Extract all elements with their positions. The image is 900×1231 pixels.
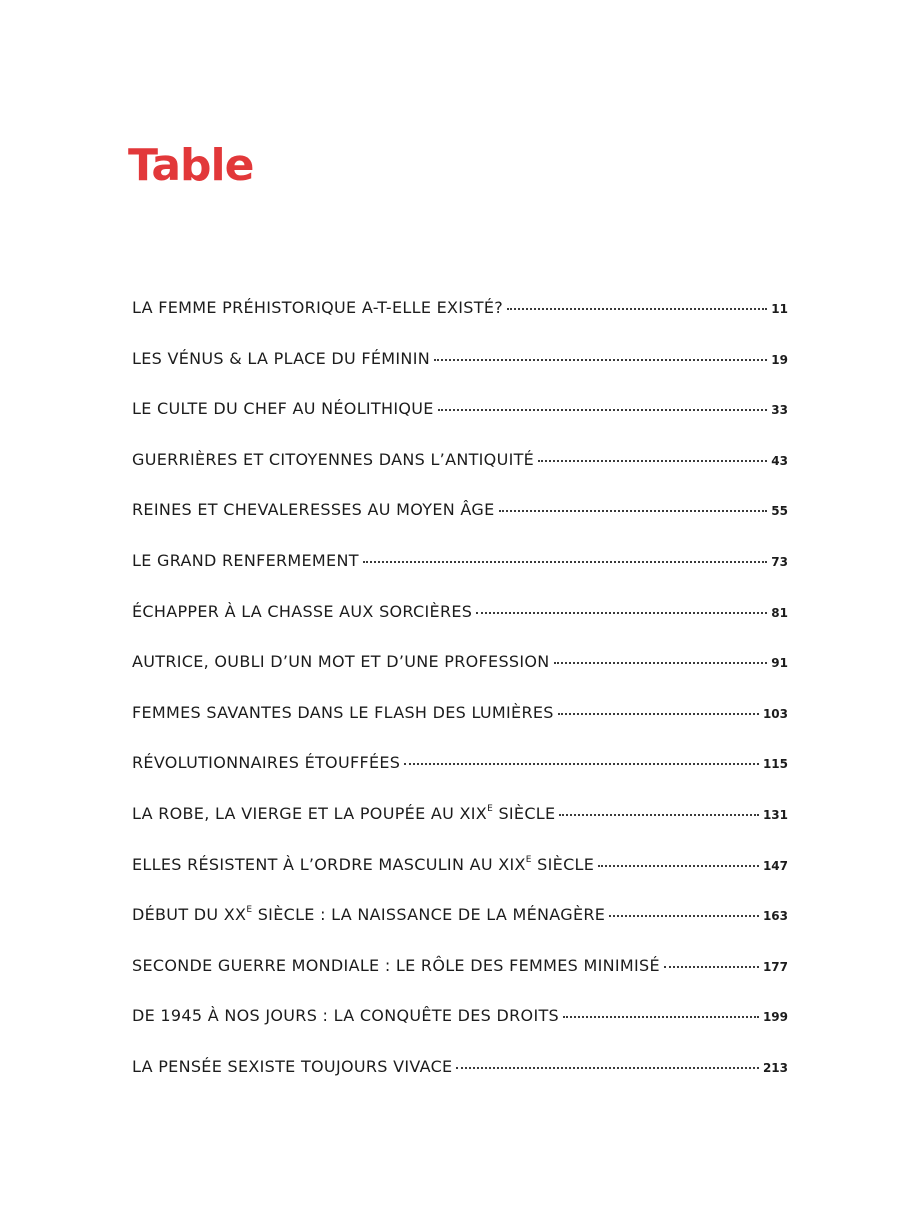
toc-entry-title-text: DÉBUT DU XX — [132, 905, 247, 925]
dot-leader — [598, 865, 759, 867]
toc-entry-title — [132, 907, 605, 923]
toc-entry-page: 199 — [762, 1010, 788, 1025]
toc-entry-title-text: SIÈCLE — [531, 854, 595, 874]
toc-entry[interactable] — [132, 601, 788, 655]
toc-entry[interactable] — [132, 449, 788, 503]
toc-entry-page: 147 — [762, 858, 788, 873]
toc-entry[interactable] — [132, 348, 788, 402]
dot-leader — [559, 814, 759, 816]
toc-entry-title: LA FEMME PRÉHISTORIQUE A-T-ELLE EXISTÉ? — [132, 298, 504, 317]
toc-entry-title: AUTRICE, OUBLI D’UN MOT ET D’UNE PROFESSION — [132, 652, 550, 672]
toc-entry[interactable] — [132, 955, 788, 1009]
toc-entry-title: GUERRIÈRES ET CITOYENNES DANS L’ANTIQUITÉ — [132, 449, 535, 469]
toc-entry[interactable] — [132, 854, 788, 908]
dot-leader — [404, 763, 759, 765]
toc-entry[interactable] — [132, 1056, 788, 1110]
toc-entry-page: 33 — [771, 403, 788, 418]
toc-entry-title: DE 1945 À NOS JOURS : LA CONQUÊTE DES DROITS — [132, 1006, 559, 1026]
toc-entry-title — [132, 854, 595, 874]
toc-entry-page: 177 — [762, 959, 788, 974]
toc-entry[interactable] — [132, 401, 788, 452]
toc-entry-page: 81 — [771, 605, 788, 620]
toc-entry[interactable] — [132, 907, 788, 958]
toc-entry-title: LE CULTE DU CHEF AU NÉOLITHIQUE — [132, 399, 434, 419]
toc-entry-page: 11 — [771, 302, 788, 316]
dot-leader — [363, 561, 768, 563]
toc-entry[interactable] — [132, 803, 788, 857]
toc-entry[interactable] — [132, 702, 788, 756]
toc-entry-page: 131 — [762, 807, 788, 822]
dot-leader — [609, 915, 759, 917]
toc-entry-title: RÉVOLUTIONNAIRES ÉTOUFFÉES — [132, 753, 401, 773]
superscript: E — [487, 803, 494, 814]
dot-leader — [507, 308, 767, 310]
toc-entry-page: 103 — [762, 706, 788, 721]
toc-entry-page: 55 — [771, 504, 788, 519]
superscript: E — [525, 854, 532, 865]
toc-entry-title — [132, 803, 556, 823]
dot-leader — [558, 713, 759, 715]
toc-entry-title: LES VÉNUS & LA PLACE DU FÉMININ — [132, 348, 430, 368]
toc-entry[interactable] — [132, 654, 788, 705]
table-of-contents — [132, 300, 788, 1110]
toc-entry[interactable] — [132, 1008, 788, 1059]
toc-entry-title: FEMMES SAVANTES DANS LE FLASH DES LUMIÈRES — [132, 702, 554, 722]
toc-entry-title-text: SIÈCLE — [493, 803, 556, 823]
toc-entry[interactable] — [132, 502, 788, 553]
superscript: E — [246, 905, 253, 916]
toc-entry-page: 213 — [762, 1060, 788, 1075]
dot-leader — [538, 460, 767, 462]
dot-leader — [563, 1016, 759, 1018]
toc-entry-title-text: ELLES RÉSISTENT À L’ORDRE MASCULIN AU XIX — [132, 854, 526, 874]
toc-entry-page: 163 — [762, 909, 788, 924]
toc-entry[interactable] — [132, 755, 788, 806]
dot-leader — [554, 662, 768, 664]
toc-entry-title-text: SIÈCLE : LA NAISSANCE DE LA MÉNAGÈRE — [252, 905, 606, 925]
toc-entry-title: LA PENSÉE SEXISTE TOUJOURS VIVACE — [132, 1056, 453, 1076]
toc-entry[interactable] — [132, 550, 788, 604]
toc-entry-title-text: LA ROBE, LA VIERGE ET LA POUPÉE AU XIX — [132, 803, 488, 823]
toc-entry-page: 91 — [771, 656, 788, 671]
dot-leader — [438, 409, 768, 411]
dot-leader — [499, 510, 768, 512]
toc-entry[interactable] — [132, 300, 788, 351]
dot-leader — [476, 612, 767, 614]
page-title: Table — [128, 140, 254, 191]
toc-entry-title: SECONDE GUERRE MONDIALE : LE RÔLE DES FEMMES MINIMISÉ — [132, 955, 660, 975]
toc-entry-page: 43 — [771, 453, 788, 468]
toc-entry-page: 19 — [771, 352, 788, 367]
toc-entry-page: 115 — [762, 757, 788, 772]
toc-entry-title: LE GRAND RENFERMEMENT — [132, 550, 359, 570]
dot-leader — [434, 359, 767, 361]
toc-entry-title: ÉCHAPPER À LA CHASSE AUX SORCIÈRES — [132, 601, 473, 621]
dot-leader — [664, 966, 759, 968]
dot-leader — [456, 1067, 758, 1069]
toc-entry-page: 73 — [771, 554, 788, 569]
toc-entry-title: REINES ET CHEVALERESSES AU MOYEN ÂGE — [132, 500, 495, 520]
